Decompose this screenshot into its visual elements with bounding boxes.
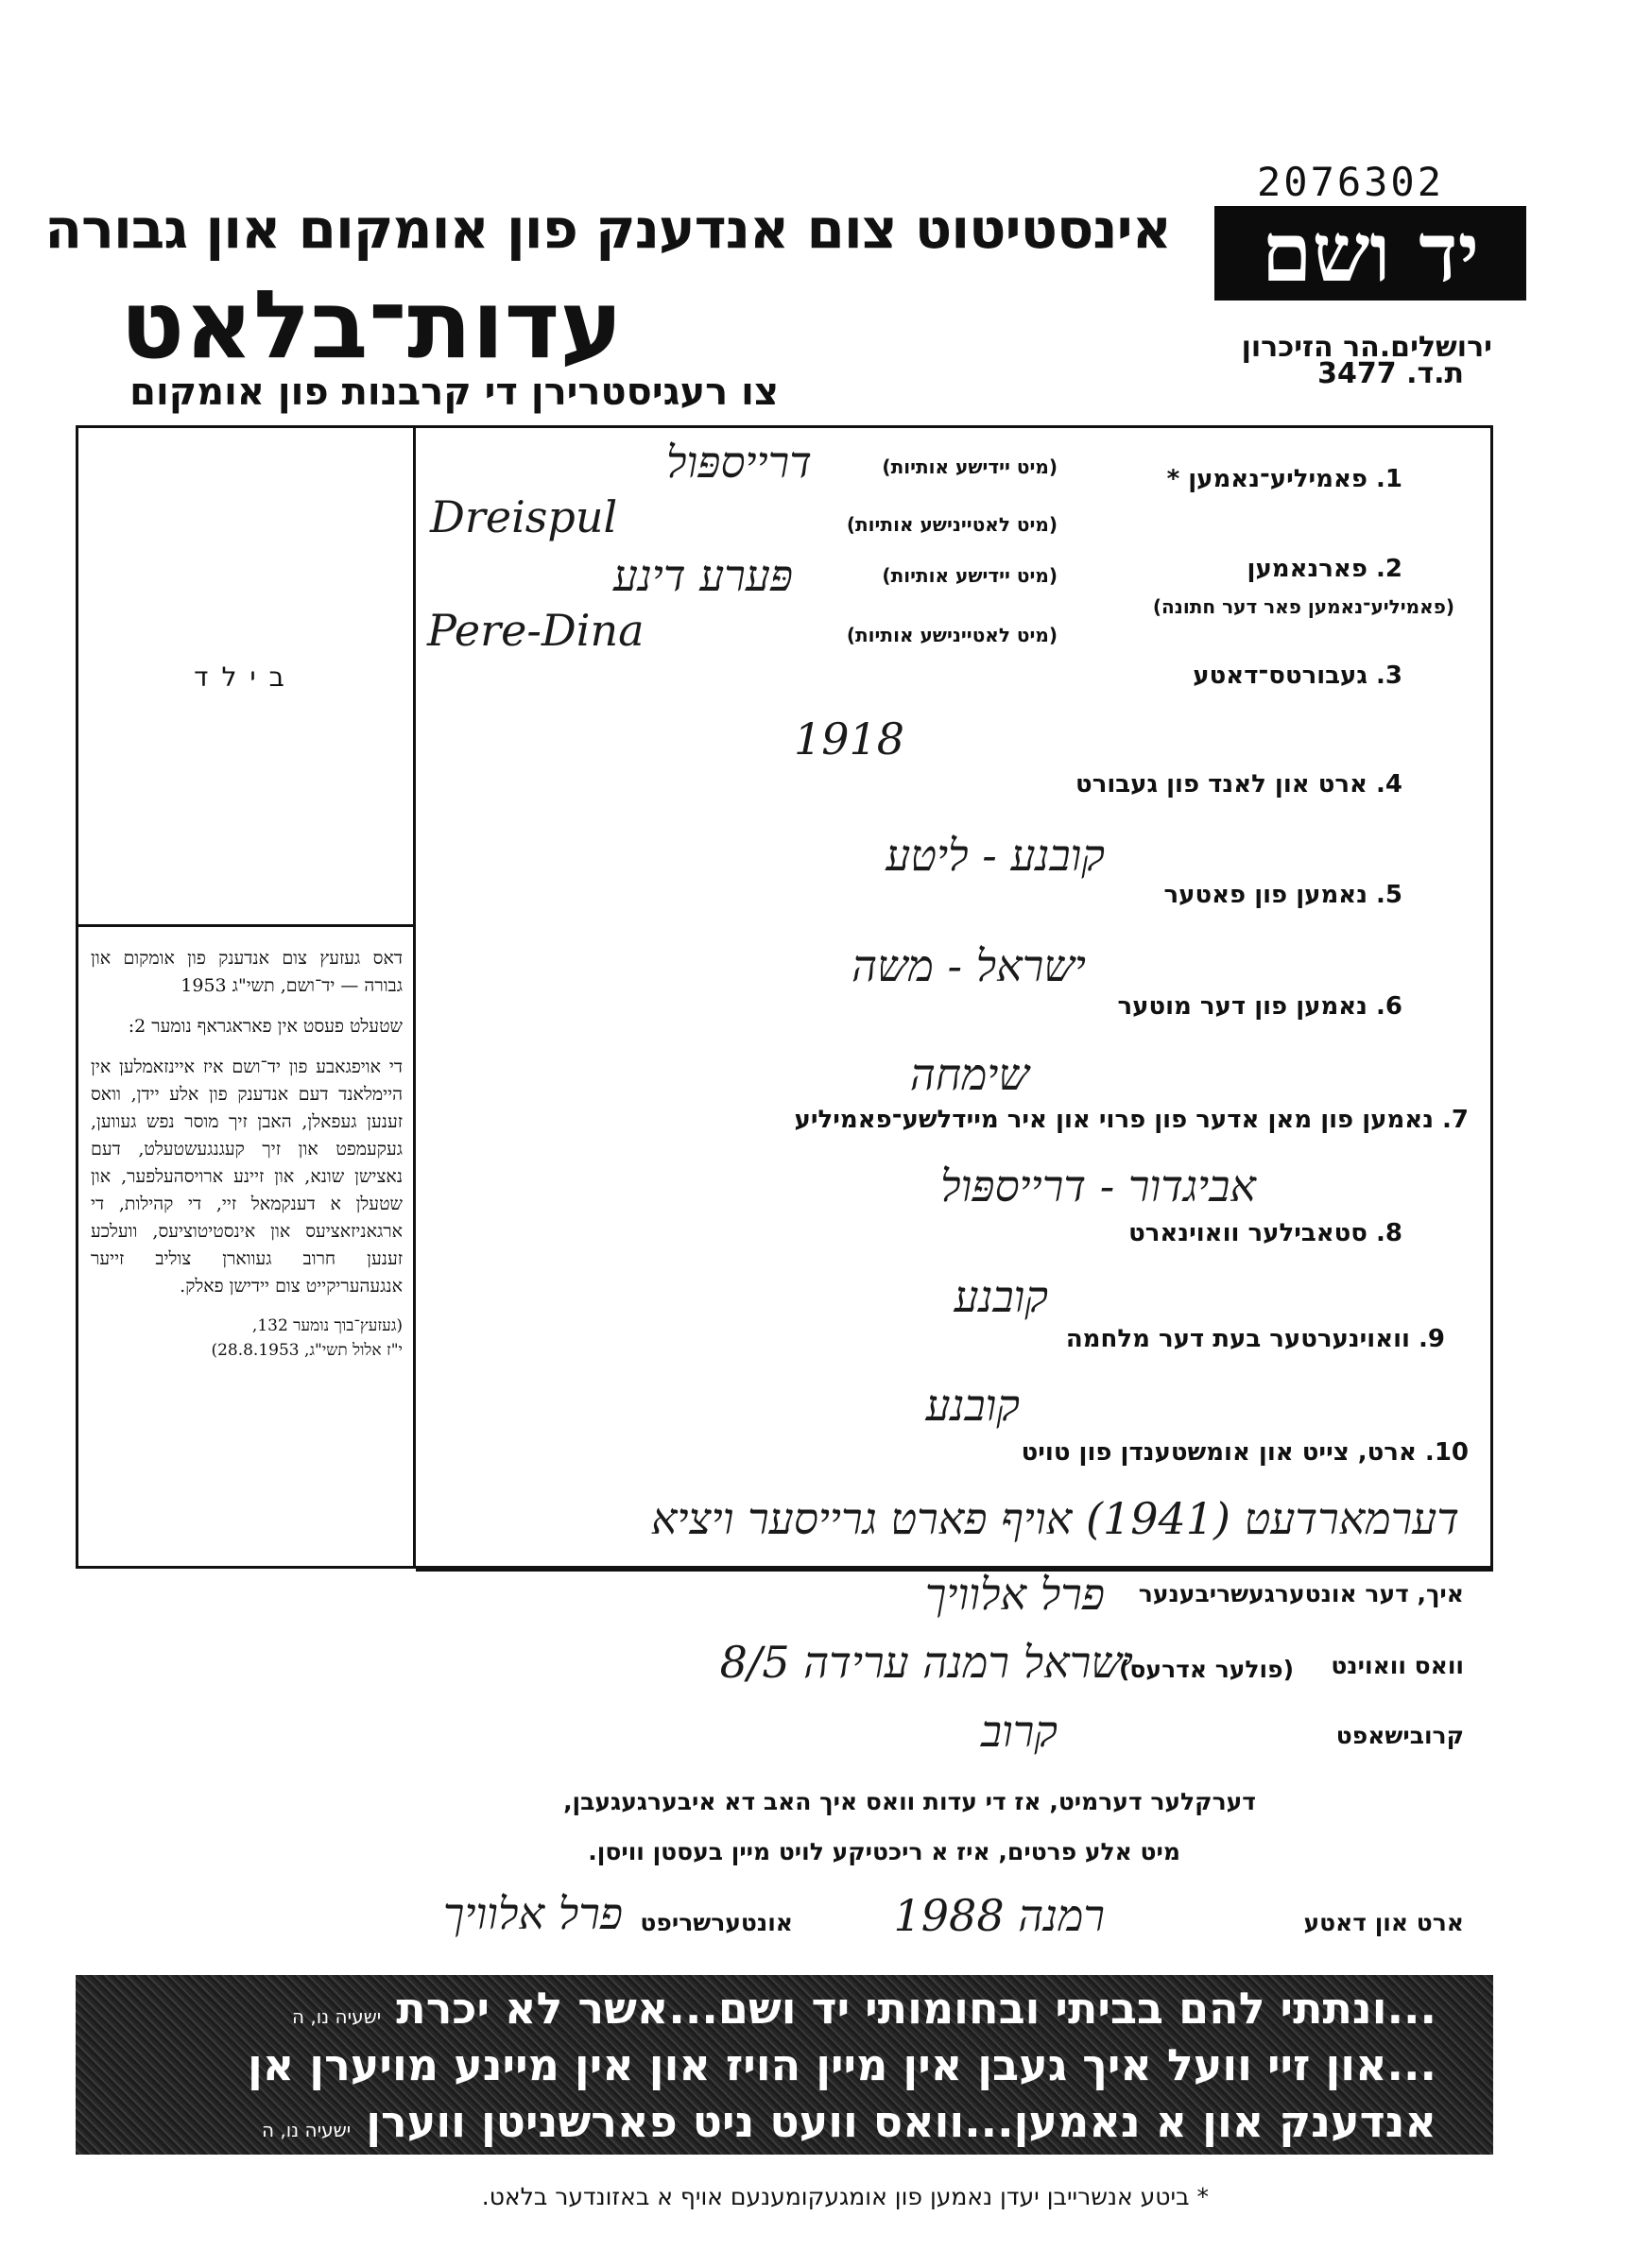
declaration-line-1: דערקלער דערמיט, אז די עדות וואס איך האב דא איבערגעגעבן, [563, 1788, 1256, 1815]
page-subtitle: צו רעגיסטרירן די קרבנות פון אומקום [129, 370, 779, 414]
banner-line-2: ...און זיי וועל איך געבן אין מיין הויז און אין מיינע מויערן אן [248, 2039, 1436, 2090]
law-excerpt [91, 945, 403, 1363]
field-2-sublabel: (פאמיליע־נאמען פאר דער חתונה) [1152, 595, 1454, 618]
photo-divider [76, 924, 416, 927]
law-citation-1: (געזעץ־בוך נומער 132, [251, 1316, 403, 1335]
place-date-label: ארט און דאטע [1303, 1909, 1464, 1936]
field-2-hint-yiddish: (מיט יידישע אותיות) [882, 564, 1058, 587]
field-5-value[interactable]: ישראל - משה [851, 940, 1086, 991]
document-number: 2076302 [1257, 159, 1445, 205]
declarant-address-hint: (פולער אדרעס) [1119, 1656, 1294, 1683]
field-2-hint-latin: (מיט לאטיינישע אותיות) [846, 624, 1058, 646]
law-text: די אויפגאבע פון יד־ושם איז איינזאמלען אין היימלאנד דעם אנדענק פון אלע יידן, וואס זענען געפאלן, האבן זיך מוסר נפש געווען, געקעמפט און זיך קעגנגעשטעלט, דעם נאצישן שונא, און זיינע ארויסהעלפער, און שטעלן א דענקמאל זיי, די קהילות, די ארגאניזאציעס און אינסטיטוציעס, וועלכע זענען חרוב געווארן צוליב זייער אנגעהעריקייט צום יידישן פאלק. [91, 1057, 403, 1297]
field-9-value[interactable]: קובנע [925, 1380, 1020, 1431]
field-9-label: 9. וואוינערטער בעת דער מלחמה [1065, 1325, 1445, 1353]
field-2-value-latin[interactable]: Pere-Dina [427, 605, 645, 656]
address-line-1: ירושלים.הר הזיכרון [1241, 331, 1492, 364]
banner-line-1: ...ונתתי להם בביתי ובחומותי יד ושם...אשר לא יכרת [396, 1983, 1436, 2034]
field-2-value-yiddish[interactable]: פּערע דינע [612, 550, 793, 601]
address-line-2: ת.ד. 3477 [1317, 357, 1464, 390]
declarant-name-value[interactable]: פרל אלוויך [924, 1569, 1105, 1620]
field-7-label: 7. נאמען פון מאן אדער פון פרוי און איר מיידלשע־פאמיליע [794, 1106, 1469, 1134]
declarant-name-label: איך, דער אונטערגעשריבענער [1138, 1580, 1464, 1607]
signature-label: אונטערשריפט [640, 1909, 793, 1936]
field-10-label: 10. ארט, צייט און אומשטענדן פון טויט [1021, 1438, 1469, 1467]
relation-label: קרובישאפט [1335, 1722, 1464, 1749]
field-5-label: 5. נאמען פון פאטער [1163, 881, 1402, 909]
relation-value[interactable]: קרוב [980, 1706, 1058, 1757]
field-7-value[interactable]: אביגדור - דרייספּול [940, 1160, 1256, 1211]
field-1-label: 1. פאמיליע־נאמען * [1166, 465, 1402, 493]
law-title: דאס געזעץ צום אנדענק פון אומקום און גבורה — יד־ושם, תשי"ג 1953 [91, 948, 403, 996]
field-6-value[interactable]: שימחה [909, 1049, 1029, 1100]
field-10-value[interactable]: דערמארדעט (1941) אויף פארט גרייסער ויציא [650, 1493, 1459, 1544]
institute-name: אינסטיטוט צום אנדענק פון אומקום און גבורה [44, 197, 1171, 261]
field-1-hint-latin: (מיט לאטיינישע אותיות) [846, 513, 1058, 536]
declarant-address-label: וואס וואוינט [1331, 1652, 1464, 1679]
field-2-label: 2. פארנאמען [1247, 555, 1402, 583]
place-date-value[interactable]: רמנה 1988 [893, 1890, 1105, 1941]
field-3-value[interactable]: 1918 [794, 713, 905, 765]
declaration-line-2: מיט אלע פרטים, איז א ריכטיקע לויט מיין בעסטן וויסן. [588, 1838, 1180, 1865]
photo-box-label: בילד [194, 662, 298, 693]
law-paragraph-ref: שטעלט פעסט אין פאראגראף נומער 2: [128, 1016, 403, 1037]
footnote: * ביטע אנשרייבן יעדן נאמען פון אומגעקומענעם אויף א באזונדער בלאט. [481, 2183, 1209, 2210]
field-1-hint-yiddish: (מיט יידישע אותיות) [882, 455, 1058, 478]
declarant-address-value[interactable]: ישראל רמנה ערידה 8/5 [719, 1637, 1133, 1688]
yad-vashem-logo: יד ושם [1214, 206, 1526, 301]
field-4-label: 4. ארט און לאנד פון געבורט [1075, 770, 1402, 799]
banner-line-3-wrap [262, 2096, 1436, 2147]
page-title: עדות־בלאט [120, 269, 623, 380]
law-citation-2: י"ז אלול תשי"ג, 28.8.1953) [211, 1341, 403, 1360]
field-8-value[interactable]: קובנע [954, 1271, 1048, 1322]
field-8-label: 8. סטאבילער וואוינארט [1128, 1219, 1402, 1247]
field-3-label: 3. געבורטס־דאטע [1193, 662, 1402, 690]
banner-line-3-source: ישעיה נו, ה [261, 2119, 352, 2141]
field-1-value-yiddish[interactable]: דרייספּול [665, 437, 812, 488]
banner-line-1-source: ישעיה נו, ה [291, 2005, 382, 2028]
signature-value[interactable]: פרל אלוויך [442, 1888, 623, 1939]
field-4-value[interactable]: קובנע - ליטע [886, 830, 1105, 881]
field-6-label: 6. נאמען פון דער מוטער [1117, 992, 1402, 1021]
banner-line-3: אנדענק און א נאמען...וואס וועט ניט פארשניטן ווערן [366, 2096, 1436, 2147]
scripture-banner [76, 1975, 1493, 2155]
banner-line-1-wrap [292, 1983, 1436, 2034]
field-1-value-latin[interactable]: Dreispul [430, 491, 618, 542]
